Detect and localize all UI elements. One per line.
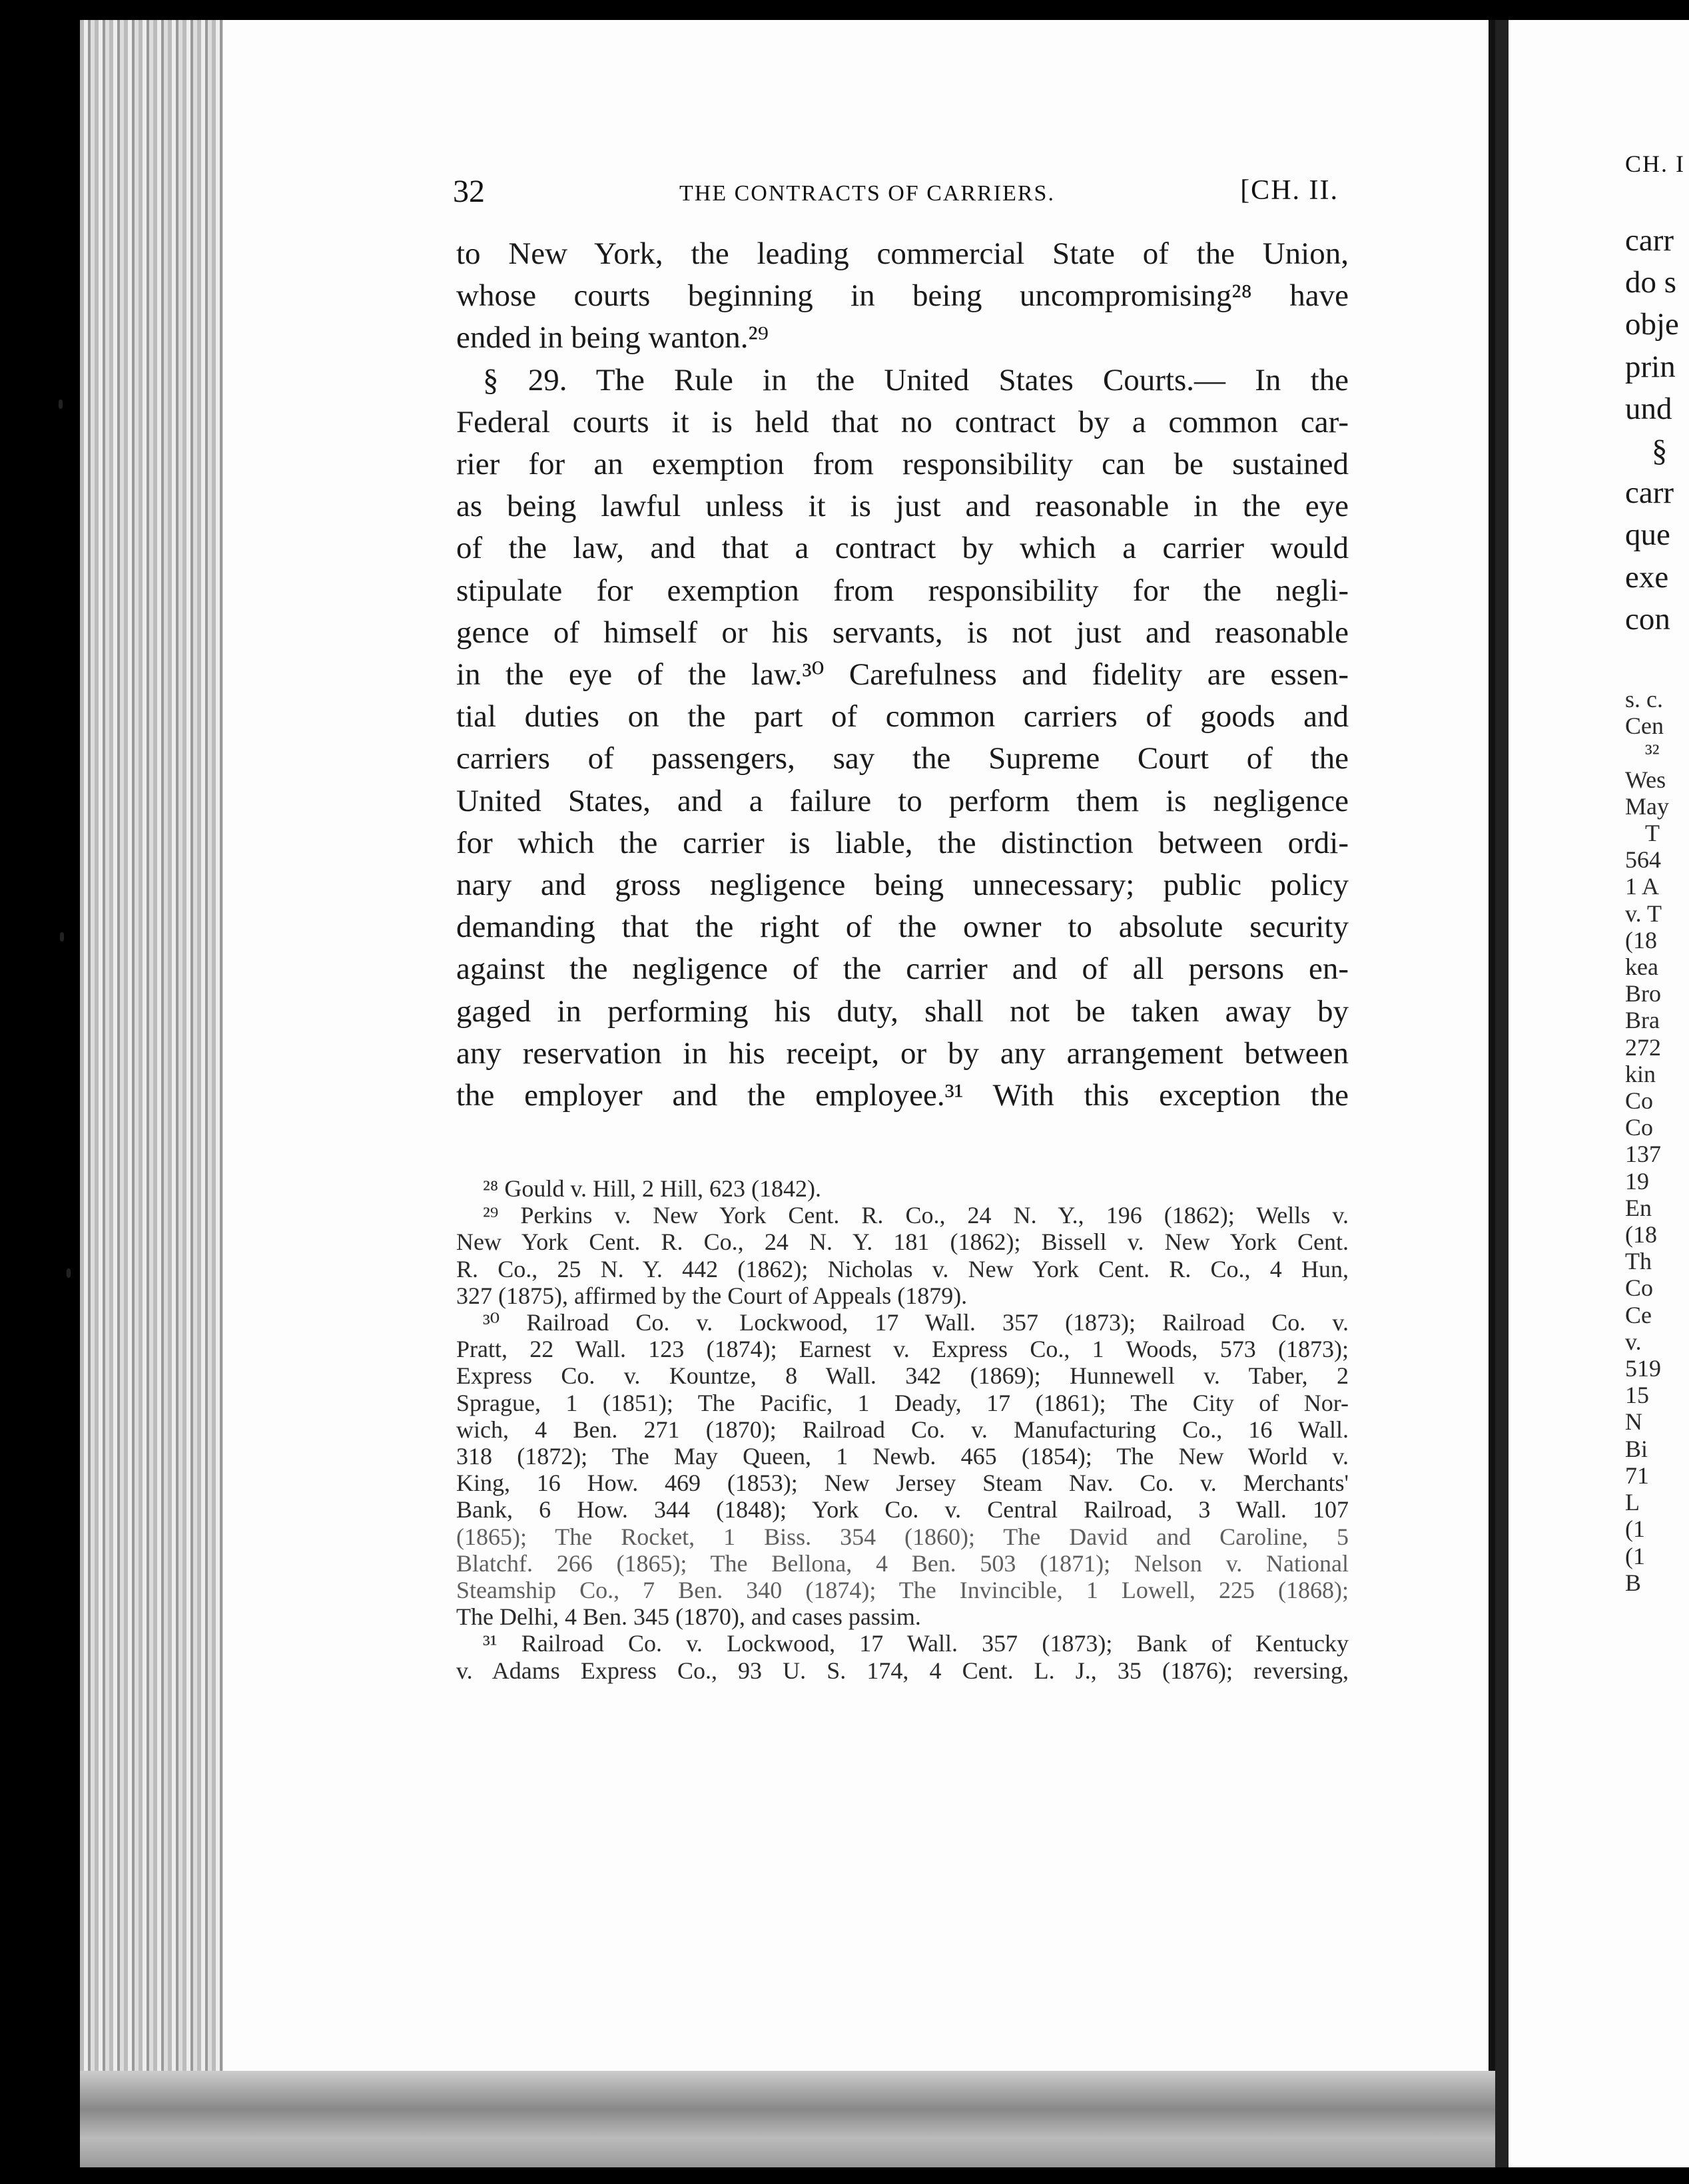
body-line: gence of himself or his servants, is not just and reasonable — [456, 615, 1349, 650]
body-line: United States, and a failure to perform them is negligence — [456, 783, 1349, 818]
right-page-body — [1625, 220, 1689, 641]
footnote-line: Blatchf. 266 (1865); The Bellona, 4 Ben. 503 (1871); Nelson v. National — [456, 1549, 1349, 1577]
right-note-fragment: T — [1645, 820, 1660, 847]
book-bottom-edge — [80, 2071, 1499, 2167]
footnote-line: New York Cent. R. Co., 24 N. Y. 181 (1862); Bissell v. New York Cent. — [456, 1228, 1349, 1256]
page-number: 32 — [453, 174, 485, 209]
footnote-line: Steamship Co., 7 Ben. 340 (1874); The Invincible, 1 Lowell, 225 (1868); — [456, 1577, 1349, 1604]
body-line: stipulate for exemption from responsibility for the negli- — [456, 573, 1349, 608]
right-note-fragment: B — [1625, 1569, 1642, 1596]
right-note-fragment: kin — [1625, 1060, 1656, 1087]
footnote-line: King, 16 How. 469 (1853); New Jersey Steam Nav. Co. v. Merchants' — [456, 1470, 1349, 1497]
body-line: for which the carrier is liable, the distinction between ordi- — [456, 825, 1349, 860]
scan-border-top — [0, 0, 1689, 20]
right-note-fragment: Co — [1625, 1114, 1654, 1141]
right-note-fragment: Wes — [1625, 766, 1666, 793]
right-note-fragment: (1 — [1625, 1515, 1645, 1543]
body-line: in the eye of the law.³⁰ Carefulness and fidelity are essen- — [456, 657, 1349, 692]
right-note-fragment: L — [1625, 1489, 1640, 1516]
body-line: Federal courts it is held that no contract by a common car- — [456, 404, 1349, 439]
body-line: as being lawful unless it is just and reasonable in the eye — [456, 489, 1349, 524]
body-line: tial duties on the part of common carriers of goods and — [456, 699, 1349, 734]
right-note-fragment: N — [1625, 1408, 1642, 1436]
right-note-fragment: 137 — [1625, 1141, 1661, 1168]
body-line: to New York, the leading commercial State of the Union, — [456, 236, 1349, 271]
right-body-fragment: und — [1625, 391, 1672, 426]
right-body-fragment: con — [1625, 601, 1670, 637]
right-note-fragment: 15 — [1625, 1382, 1649, 1409]
right-body-fragment: obje — [1625, 307, 1679, 342]
right-note-fragment: 564 — [1625, 846, 1661, 874]
right-note-fragment: (18 — [1625, 1221, 1657, 1248]
body-line: ended in being wanton.²⁹ — [456, 320, 769, 356]
footnote-line: v. Adams Express Co., 93 U. S. 174, 4 Cent. L. J., 35 (1876); reversing, — [456, 1657, 1349, 1684]
right-body-fragment: prin — [1625, 349, 1676, 384]
footnote-line: wich, 4 Ben. 271 (1870); Railroad Co. v. Manufacturing Co., 16 Wall. — [456, 1416, 1349, 1443]
right-note-fragment: Co — [1625, 1087, 1654, 1115]
body-line: nary and gross negligence being unnecessary; public policy — [456, 868, 1349, 903]
right-note-fragment: (18 — [1625, 926, 1657, 954]
body-line: whose courts beginning in being uncompromising²⁸ have — [456, 278, 1349, 314]
body-line: the employer and the employee.³¹ With this exception the — [456, 1078, 1349, 1113]
body-line: any reservation in his receipt, or by any arrangement between — [456, 1035, 1349, 1071]
footnote-line: Bank, 6 How. 344 (1848); York Co. v. Central Railroad, 3 Wall. 107 — [456, 1496, 1349, 1523]
right-note-fragment: 272 — [1625, 1033, 1661, 1061]
right-page-notes — [1625, 686, 1689, 1596]
scan-border-left — [0, 0, 80, 2184]
section-heading-line: § 29. The Rule in the United States Courts.— In the — [483, 362, 1349, 398]
footnote-line: The Delhi, 4 Ben. 345 (1870), and cases passim. — [456, 1603, 921, 1631]
body-line: demanding that the right of the owner to absolute security — [456, 910, 1349, 945]
body-line: against the negligence of the carrier and of all persons en- — [456, 952, 1349, 987]
right-note-fragment: ³² — [1645, 739, 1660, 766]
footnote-line: ²⁸ Gould v. Hill, 2 Hill, 623 (1842). — [483, 1175, 821, 1202]
chapter-label: [CH. II. — [1240, 175, 1339, 206]
right-note-fragment: kea — [1625, 954, 1658, 981]
book-page-edges — [80, 20, 233, 2084]
right-page-header: CH. I — [1625, 150, 1685, 177]
right-note-fragment: s. c. — [1625, 686, 1663, 712]
right-note-fragment: Cen — [1625, 712, 1664, 740]
right-note-fragment: Th — [1625, 1248, 1652, 1275]
right-body-fragment: do s — [1625, 265, 1677, 300]
scan-speck — [59, 400, 63, 409]
footnote-line: Pratt, 22 Wall. 123 (1874); Earnest v. Express Co., 1 Woods, 573 (1873); — [456, 1336, 1349, 1363]
right-body-fragment: carr — [1625, 475, 1674, 511]
right-note-fragment: En — [1625, 1194, 1652, 1221]
right-body-fragment: que — [1625, 517, 1670, 553]
right-note-fragment: May — [1625, 792, 1669, 820]
book-gutter — [1495, 20, 1509, 2167]
right-note-fragment: 19 — [1625, 1167, 1649, 1195]
right-note-fragment: 71 — [1625, 1462, 1649, 1489]
body-line: gaged in performing his duty, shall not be taken away by — [456, 993, 1349, 1029]
right-note-fragment: v. T — [1625, 900, 1662, 927]
right-body-fragment: exe — [1625, 559, 1669, 595]
scan-speck — [60, 932, 64, 942]
footnote-line: Sprague, 1 (1851); The Pacific, 1 Deady, 17 (1861); The City of Nor- — [456, 1389, 1349, 1416]
right-body-fragment: carr — [1625, 223, 1674, 258]
footnote-line: ²⁹ Perkins v. New York Cent. R. Co., 24 N. Y., 196 (1862); Wells v. — [483, 1202, 1349, 1229]
body-line: carriers of passengers, say the Supreme Court of the — [456, 741, 1349, 776]
body-text — [456, 233, 1349, 1117]
footnote-line: ³¹ Railroad Co. v. Lockwood, 17 Wall. 357 (1873); Bank of Kentucky — [483, 1630, 1349, 1657]
right-note-fragment: Bra — [1625, 1007, 1660, 1034]
footnote-line: (1865); The Rocket, 1 Biss. 354 (1860); The David and Caroline, 5 — [456, 1523, 1349, 1550]
right-note-fragment: v. — [1625, 1328, 1642, 1355]
body-line: rier for an exemption from responsibility can be sustained — [456, 447, 1349, 482]
footnotes — [456, 1175, 1349, 1684]
footnote-line: Express Co. v. Kountze, 8 Wall. 342 (1869); Hunnewell v. Taber, 2 — [456, 1362, 1349, 1390]
running-title: THE CONTRACTS OF CARRIERS. — [679, 181, 1055, 206]
right-note-fragment: Bro — [1625, 980, 1661, 1007]
footnote-line: R. Co., 25 N. Y. 442 (1862); Nicholas v. New York Cent. R. Co., 4 Hun, — [456, 1255, 1349, 1282]
right-note-fragment: Co — [1625, 1274, 1654, 1302]
right-body-fragment: § — [1652, 433, 1668, 469]
footnote-line: 318 (1872); The May Queen, 1 Newb. 465 (1854); The New World v. — [456, 1443, 1349, 1470]
footnote-line: ³⁰ Railroad Co. v. Lockwood, 17 Wall. 357 (1873); Railroad Co. v. — [483, 1309, 1349, 1336]
scan-border-bottom — [0, 2167, 1689, 2184]
right-note-fragment: (1 — [1625, 1542, 1645, 1569]
body-line: of the law, and that a contract by which a carrier would — [456, 531, 1349, 566]
page-header — [453, 173, 1359, 226]
right-note-fragment: 1 A — [1625, 873, 1660, 900]
right-note-fragment: Ce — [1625, 1301, 1652, 1328]
right-note-fragment: Bi — [1625, 1435, 1648, 1462]
footnote-line: 327 (1875), affirmed by the Court of Appeals (1879). — [456, 1282, 968, 1309]
scan-speck — [67, 1268, 71, 1278]
right-note-fragment: 519 — [1625, 1355, 1661, 1382]
